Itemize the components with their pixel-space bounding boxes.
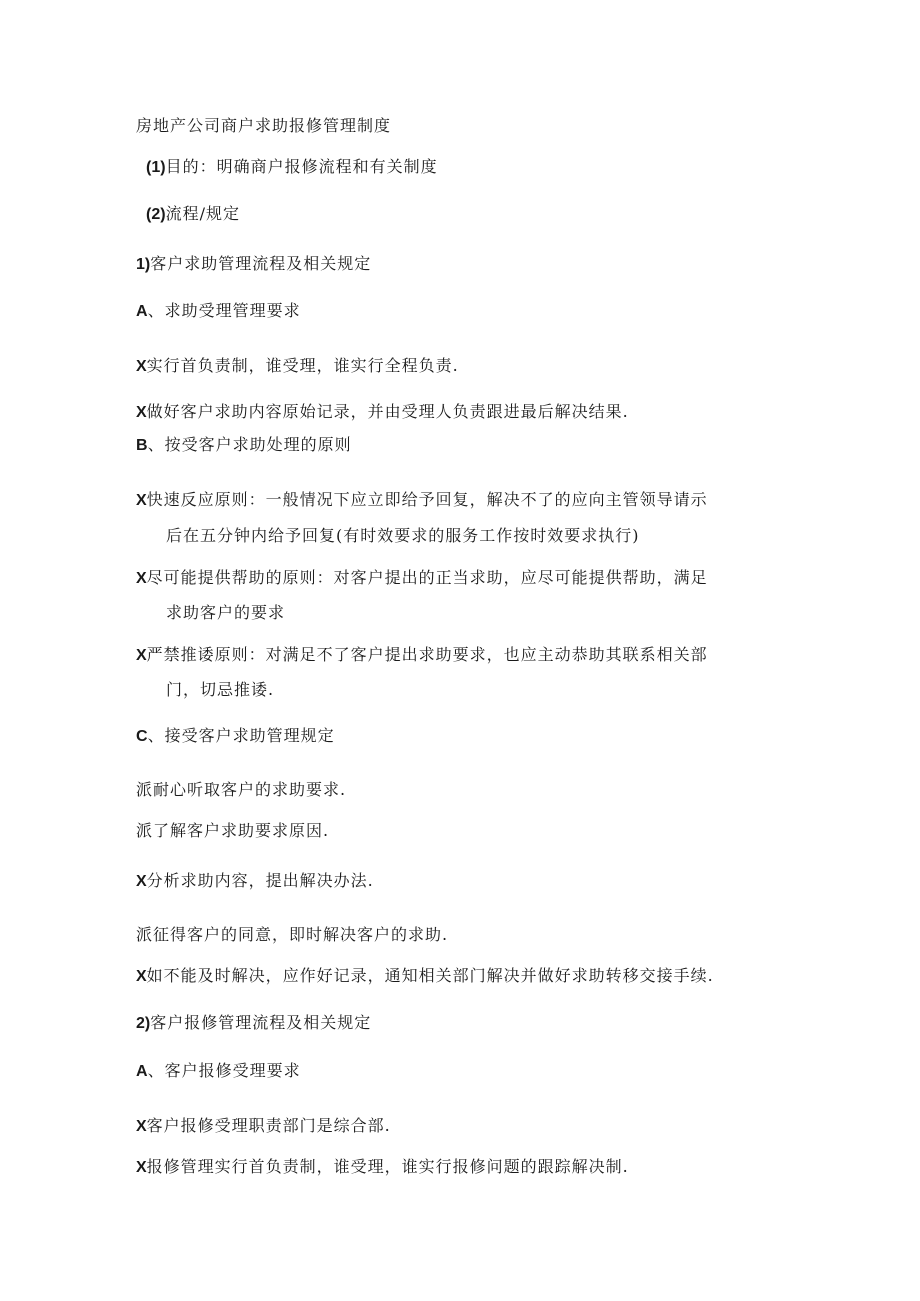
subsection-heading-text: 、求助受理管理要求 [147,301,301,320]
subsection-heading [136,1061,301,1082]
document-title: 房地产公司商户求助报修管理制度 [136,116,392,135]
list-item [136,568,708,589]
section-heading-text: 客户求助管理流程及相关规定 [150,254,372,273]
item-marker: X [136,1159,147,1176]
list-item-text: 做好客户求助内容原始记录，并由受理人负责跟进最后解决结果. [146,402,629,421]
subsection-heading-text: 、客户报修受理要求 [147,1061,301,1080]
item-marker: 2) [136,1015,151,1032]
list-item-text: 客户报修受理职责部门是综合部. [146,1116,391,1135]
item-marker: A [136,303,148,320]
list-item [136,645,708,666]
subsection-heading [136,726,335,747]
list-item [136,966,714,987]
list-item-text: 尽可能提供帮助的原则：对客户提出的正当求助，应尽可能提供帮助，满足 [146,568,708,587]
list-item-text: 实行首负责制，谁受理，谁实行全程负责. [146,356,459,375]
list-item [136,821,329,842]
item-marker: X [136,1118,147,1135]
list-item-text: 派耐心听取客户的求助要求. [136,780,347,799]
list-item-text: 派了解客户求助要求原因. [136,821,330,840]
list-item-text: 严禁推诿原则：对满足不了客户提出求助要求，也应主动恭助其联系相关部 [146,645,708,664]
list-item [136,490,708,511]
item-marker: C [136,728,148,745]
list-item-text: 分析求助内容，提出解决办法. [146,871,374,890]
subsection-heading-text: 、接受客户求助管理规定 [147,726,335,745]
subsection-heading [136,301,301,322]
item-marker: (1) [146,159,166,176]
list-item-continuation: 求助客户的要求 [166,603,286,622]
item-marker: X [136,873,147,890]
list-item-text: 如不能及时解决，应作好记录，通知相关部门解决并做好求助转移交接手续. [146,966,714,985]
list-item [136,1116,391,1137]
paragraph-purpose [146,157,438,178]
item-marker: X [136,647,147,664]
list-item [136,780,346,801]
item-marker: X [136,968,147,985]
section-heading-text: 客户报修管理流程及相关规定 [150,1013,372,1032]
list-item [136,1157,629,1178]
list-item-continuation: 后在五分钟内给予回复(有时效要求的服务工作按时效要求执行) [166,526,640,545]
paragraph-text: 目的：明确商户报修流程和有关制度 [165,157,438,176]
item-marker: (2) [146,206,166,223]
item-marker: X [136,404,147,421]
list-item [136,356,459,377]
item-marker: B [136,437,148,454]
subsection-heading-text: 、按受客户求助处理的原则 [147,435,352,454]
paragraph-text: 流程/规定 [165,204,240,223]
list-item-text: 报修管理实行首负责制，谁受理，谁实行报修问题的跟踪解决制. [146,1157,629,1176]
item-marker: A [136,1063,148,1080]
list-item-continuation: 门，切忌推诿. [166,680,275,699]
list-item [136,925,448,946]
item-marker: X [136,492,147,509]
item-marker: X [136,570,147,587]
list-item [136,871,374,892]
item-marker: 1) [136,256,151,273]
list-item-text: 快速反应原则：一般情况下应立即给予回复，解决不了的应向主管领导请示 [146,490,708,509]
list-item-text: 派征得客户的同意，即时解决客户的求助. [136,925,449,944]
item-marker: X [136,358,147,375]
subsection-heading [136,435,352,456]
section-heading [136,1013,371,1034]
list-item [136,402,629,423]
section-heading [136,254,371,275]
paragraph-process [146,204,240,225]
